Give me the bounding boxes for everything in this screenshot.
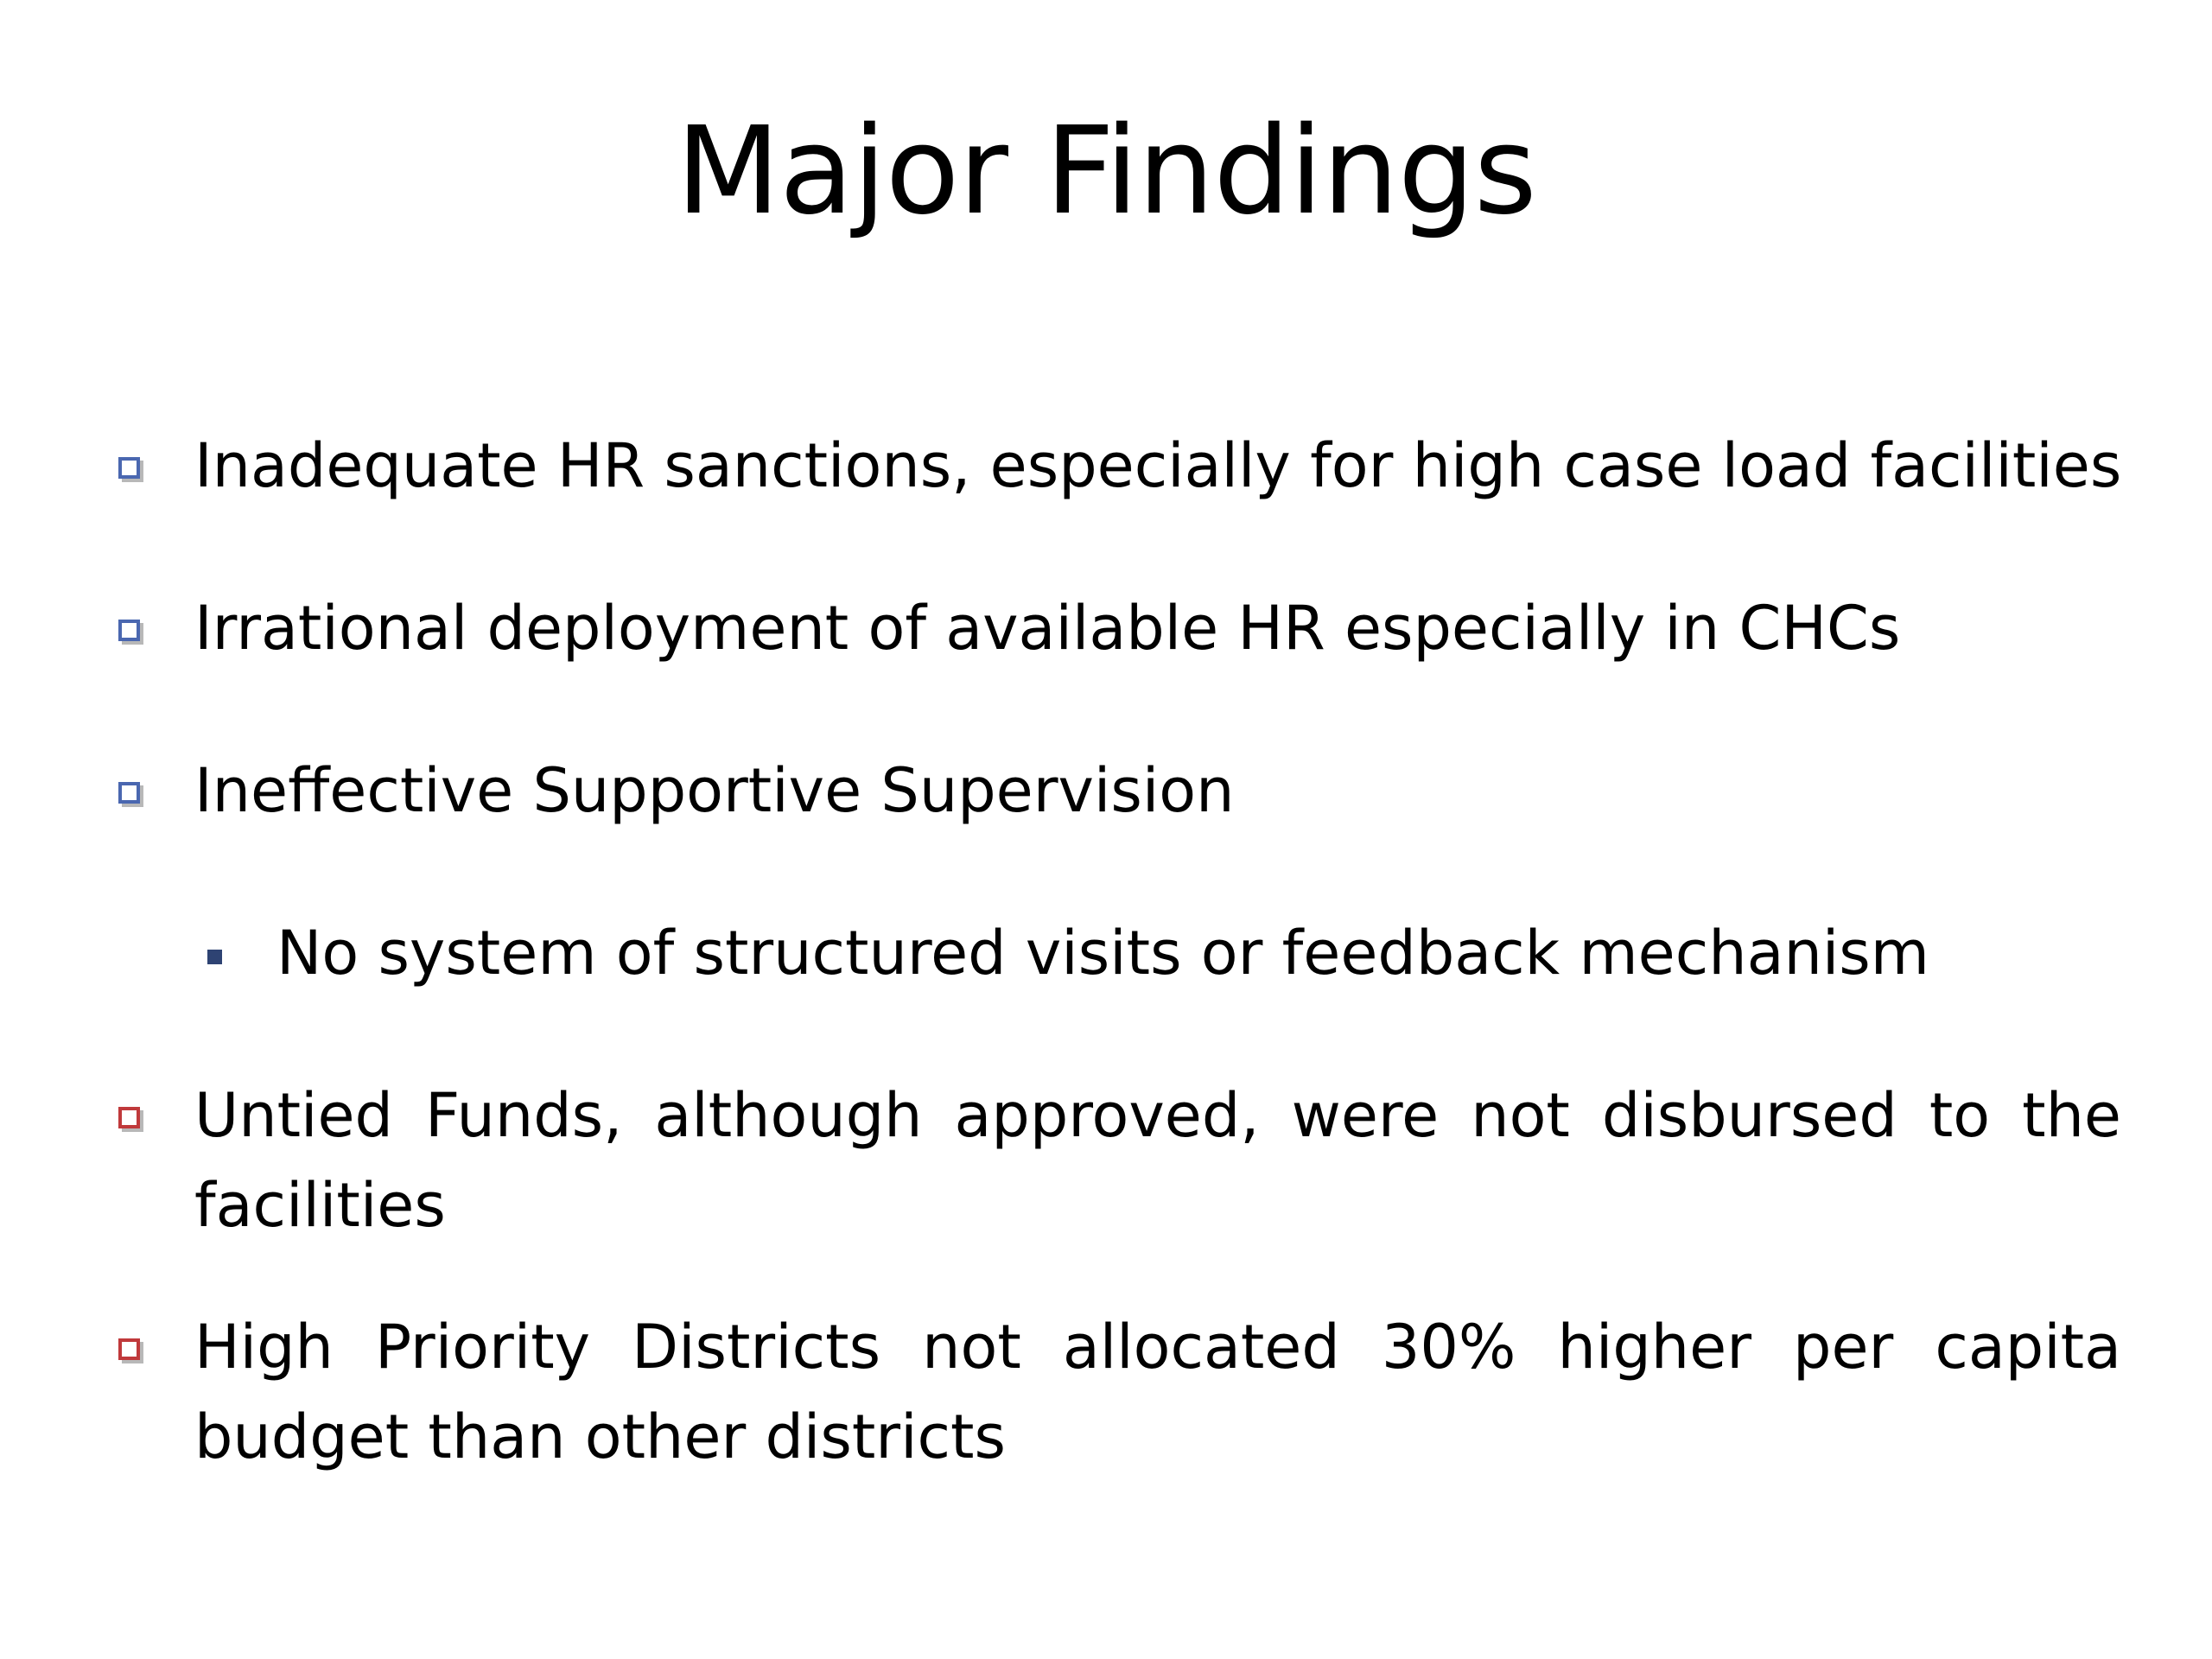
bullet-marker — [117, 583, 194, 673]
filled-square-icon — [207, 950, 222, 964]
bullet-marker — [199, 908, 276, 998]
bullet-marker — [117, 1302, 194, 1392]
bullet-text: Ineffective Supportive Supervision — [194, 755, 1235, 826]
bullet-item-irrational-deployment — [117, 583, 2121, 673]
bullet-marker — [117, 421, 194, 511]
bullet-text: Untied Funds, although approved, were not disbursed to the facilities — [194, 1080, 2121, 1241]
sub-bullet-item-structured-visits — [199, 908, 2121, 998]
bullet-marker — [117, 746, 194, 836]
hollow-square-blue-icon — [118, 457, 140, 479]
slide-title: Major Findings — [676, 101, 1536, 242]
bullet-text: High Priority Districts not allocated 30% higher per capita budget than other districts — [194, 1312, 2121, 1472]
bullet-text: Irrational deployment of available HR especially in CHCs — [194, 593, 1901, 664]
hollow-square-blue-icon — [118, 620, 140, 641]
bullet-item-hr-sanctions — [117, 421, 2121, 511]
hollow-square-red-icon — [118, 1107, 140, 1128]
bullet-marker — [117, 1071, 194, 1160]
bullet-item-untied-funds — [117, 1071, 2121, 1250]
hollow-square-blue-icon — [118, 782, 140, 804]
bullet-item-high-priority-districts — [117, 1302, 2121, 1482]
bullet-text: No system of structured visits or feedback mechanism — [276, 918, 1929, 988]
hollow-square-red-icon — [118, 1338, 140, 1360]
findings-list — [117, 421, 2121, 1534]
bullet-text: Inadequate HR sanctions, especially for high case load facilities — [194, 430, 2122, 501]
bullet-item-supervision — [117, 746, 2121, 836]
